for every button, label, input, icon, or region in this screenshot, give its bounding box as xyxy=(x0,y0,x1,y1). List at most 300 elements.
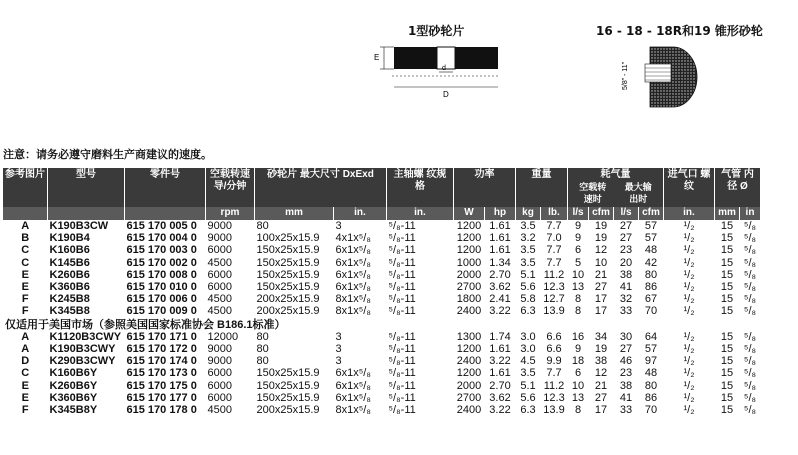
unit-thread-in: in. xyxy=(387,207,454,220)
cell-lb: 7.7 xyxy=(546,367,562,380)
cell-in: 3 xyxy=(335,355,342,368)
cell-hin: ⁵/₈ xyxy=(743,305,757,318)
label-d-small: d xyxy=(442,65,446,72)
cell-mm: 80 xyxy=(256,355,269,368)
cell-hin: ⁵/₈ xyxy=(743,256,757,269)
cell-ls1: 13 xyxy=(571,391,585,404)
cell-W: 2400 xyxy=(456,404,482,417)
header-ref: 参考图片 xyxy=(3,168,48,207)
cell-hp: 2.70 xyxy=(489,379,511,392)
cell-rpm: 6000 xyxy=(207,379,232,392)
cell-thread: ⁵/₈-11 xyxy=(388,305,416,318)
cell-cfm2: 70 xyxy=(644,305,658,318)
cell-part: 615 170 004 0 xyxy=(126,232,197,245)
cell-hin: ⁵/₈ xyxy=(743,268,757,281)
table-row xyxy=(3,404,761,416)
cell-hp: 1.34 xyxy=(489,256,511,269)
cell-ls2: 33 xyxy=(619,404,633,417)
cell-rpm: 4500 xyxy=(207,293,232,306)
cell-hp: 3.22 xyxy=(489,355,511,368)
table-row xyxy=(3,244,761,256)
cell-in: 8x1x⁵/₈ xyxy=(335,293,371,306)
table-row xyxy=(3,355,761,367)
cell-hmm: 15 xyxy=(720,367,734,380)
cell-model: K245B8 xyxy=(49,293,90,306)
cell-cfm1: 21 xyxy=(594,268,608,281)
cell-rpm: 6000 xyxy=(207,244,232,257)
cell-ls2: 20 xyxy=(619,256,633,269)
cell-in: 6x1x⁵/₈ xyxy=(335,244,371,257)
conic-wheel-title: 16 - 18 - 18R和19 锥形砂轮 xyxy=(596,24,763,38)
cell-ls2: 46 xyxy=(619,355,633,368)
cell-thread: ⁵/₈-11 xyxy=(388,379,416,392)
cell-hmm: 15 xyxy=(720,404,734,417)
cell-cfm1: 19 xyxy=(594,220,608,232)
cell-model: K145B6 xyxy=(49,256,90,269)
cell-thread: ⁵/₈-11 xyxy=(388,367,416,380)
unit-inlet-in: in. xyxy=(664,207,715,220)
cell-kg: 3.0 xyxy=(520,343,536,356)
cell-in: 6x1x⁵/₈ xyxy=(335,281,371,294)
cell-W: 1200 xyxy=(456,232,482,245)
cell-ref: D xyxy=(21,355,30,368)
cell-rpm: 9000 xyxy=(207,220,232,232)
cell-model: K260B6Y xyxy=(49,379,98,392)
cell-hp: 3.62 xyxy=(489,391,511,404)
cell-rpm: 4500 xyxy=(207,256,232,269)
cell-inlet: ¹/₂ xyxy=(683,330,695,343)
cell-hmm: 15 xyxy=(720,355,734,368)
cell-lb: 7.7 xyxy=(546,220,562,232)
cell-cfm1: 27 xyxy=(594,281,608,294)
cell-in: 6x1x⁵/₈ xyxy=(335,379,371,392)
cell-lb: 13.9 xyxy=(543,305,565,318)
header-air xyxy=(568,168,664,207)
header-air-title: 耗气量 xyxy=(600,169,631,180)
cell-kg: 3.5 xyxy=(520,367,536,380)
cell-mm: 150x25x15.9 xyxy=(256,256,320,269)
cell-thread: ⁵/₈-11 xyxy=(388,355,416,368)
cell-mm: 150x25x15.9 xyxy=(256,281,320,294)
table-row xyxy=(3,380,761,392)
table-row xyxy=(3,343,761,355)
cell-thread: ⁵/₈-11 xyxy=(388,268,416,281)
cell-ls2: 23 xyxy=(619,244,633,257)
cell-kg: 3.5 xyxy=(520,256,536,269)
cell-cfm2: 64 xyxy=(644,330,658,343)
unit-hose-mm: mm xyxy=(715,207,740,220)
cell-ls2: 32 xyxy=(619,293,633,306)
cell-cfm1: 10 xyxy=(594,256,608,269)
cell-lb: 11.2 xyxy=(543,268,565,281)
cell-ref: F xyxy=(21,293,29,306)
cell-inlet: ¹/₂ xyxy=(683,404,695,417)
cell-hp: 1.61 xyxy=(489,343,511,356)
cell-hmm: 15 xyxy=(720,256,734,269)
table-row xyxy=(3,293,761,305)
cell-thread: ⁵/₈-11 xyxy=(388,232,416,245)
cell-hin: ⁵/₈ xyxy=(743,293,757,306)
label-e: E xyxy=(374,53,380,62)
cell-lb: 7.0 xyxy=(546,232,562,245)
cell-part: 615 170 009 0 xyxy=(126,305,197,318)
header-air-idle: 空载转 速时 xyxy=(579,182,607,205)
cell-lb: 11.2 xyxy=(543,379,565,392)
cell-mm: 150x25x15.9 xyxy=(256,268,320,281)
cell-hmm: 15 xyxy=(720,281,734,294)
cell-cfm1: 21 xyxy=(594,379,608,392)
cell-mm: 150x25x15.9 xyxy=(256,244,320,257)
cell-ls1: 10 xyxy=(571,268,585,281)
cell-ref: C xyxy=(21,244,30,257)
cell-lb: 6.6 xyxy=(546,343,562,356)
cell-cfm2: 57 xyxy=(644,232,658,245)
cell-W: 2700 xyxy=(456,391,482,404)
cell-kg: 5.6 xyxy=(520,391,536,404)
cell-hp: 3.22 xyxy=(489,305,511,318)
cell-hmm: 15 xyxy=(720,330,734,343)
cell-ls2: 38 xyxy=(619,379,633,392)
cell-cfm1: 19 xyxy=(594,343,608,356)
conic-thread-label: 5/8" - 11" xyxy=(622,61,629,90)
cell-hin: ⁵/₈ xyxy=(743,244,757,257)
cell-mm: 150x25x15.9 xyxy=(256,379,320,392)
cell-hmm: 15 xyxy=(720,305,734,318)
cell-cfm1: 38 xyxy=(594,355,608,368)
unit-w: W xyxy=(454,207,485,220)
cell-model: K260B6 xyxy=(49,268,90,281)
cell-ls1: 13 xyxy=(571,281,585,294)
cell-cfm2: 57 xyxy=(644,220,658,232)
cell-ref: F xyxy=(21,305,29,318)
unit-kg: kg xyxy=(516,207,541,220)
cell-cfm1: 12 xyxy=(594,244,608,257)
cell-ls2: 41 xyxy=(619,391,633,404)
cell-hp: 2.70 xyxy=(489,268,511,281)
cell-hin: ⁵/₈ xyxy=(743,330,757,343)
cell-inlet: ¹/₂ xyxy=(683,293,695,306)
cell-part: 615 170 172 0 xyxy=(126,343,197,356)
header-thread: 主轴螺 纹规格 xyxy=(387,168,454,207)
cell-hp: 1.61 xyxy=(489,232,511,245)
cell-lb: 7.7 xyxy=(546,244,562,257)
cell-kg: 3.0 xyxy=(520,330,536,343)
cell-model: K190B3CW xyxy=(49,220,109,232)
cell-W: 2400 xyxy=(456,305,482,318)
cell-hp: 1.61 xyxy=(489,244,511,257)
cell-part: 615 170 006 0 xyxy=(126,293,197,306)
cell-cfm2: 86 xyxy=(644,281,658,294)
table-row xyxy=(3,269,761,281)
table-row xyxy=(3,392,761,404)
cell-hmm: 15 xyxy=(720,379,734,392)
header-weight: 重量 xyxy=(516,168,568,207)
unit-mm: mm xyxy=(255,207,334,220)
table-row xyxy=(3,220,761,232)
cell-ref: E xyxy=(21,391,29,404)
cell-W: 1200 xyxy=(456,244,482,257)
cell-mm: 150x25x15.9 xyxy=(256,391,320,404)
cell-W: 2000 xyxy=(456,379,482,392)
cell-model: K160B6 xyxy=(49,244,90,257)
cell-kg: 5.8 xyxy=(520,293,536,306)
cell-model: K190B4 xyxy=(49,232,90,245)
header-model: 型号 xyxy=(48,168,125,207)
cell-thread: ⁵/₈-11 xyxy=(388,293,416,306)
cell-in: 6x1x⁵/₈ xyxy=(335,391,371,404)
cell-mm: 80 xyxy=(256,330,269,343)
table-row xyxy=(3,232,761,244)
cell-rpm: 4500 xyxy=(207,404,232,417)
cell-ref: E xyxy=(21,379,29,392)
cell-W: 1200 xyxy=(456,367,482,380)
cell-hp: 1.61 xyxy=(489,367,511,380)
cell-hin: ⁵/₈ xyxy=(743,343,757,356)
cell-cfm2: 86 xyxy=(644,391,658,404)
cell-hin: ⁵/₈ xyxy=(743,232,757,245)
cell-in: 4x1x⁵/₈ xyxy=(335,232,371,245)
cell-mm: 200x25x15.9 xyxy=(256,404,320,417)
cell-kg: 3.5 xyxy=(520,244,536,257)
cell-W: 1000 xyxy=(456,256,482,269)
cell-ref: A xyxy=(21,220,30,232)
cell-part: 615 170 002 0 xyxy=(126,256,197,269)
header-hose: 气管 内径 Ø xyxy=(715,168,761,207)
cell-lb: 6.6 xyxy=(546,330,562,343)
cell-hp: 3.62 xyxy=(489,281,511,294)
unit-cfm-max: cfm xyxy=(639,207,664,220)
cell-inlet: ¹/₂ xyxy=(683,256,695,269)
cell-cfm2: 80 xyxy=(644,268,658,281)
cell-kg: 5.6 xyxy=(520,281,536,294)
cell-ls1: 8 xyxy=(574,404,582,417)
cell-lb: 13.9 xyxy=(543,404,565,417)
cell-kg: 3.2 xyxy=(520,232,536,245)
header-speed: 空载转速 导/分钟 xyxy=(206,168,255,207)
cell-cfm2: 70 xyxy=(644,404,658,417)
cell-ls1: 10 xyxy=(571,379,585,392)
unit-hp: hp xyxy=(485,207,516,220)
cell-inlet: ¹/₂ xyxy=(683,244,695,257)
cell-hmm: 15 xyxy=(720,293,734,306)
cell-hmm: 15 xyxy=(720,268,734,281)
cell-mm: 200x25x15.9 xyxy=(256,305,320,318)
cell-in: 3 xyxy=(335,220,342,232)
table-row xyxy=(3,331,761,343)
cell-inlet: ¹/₂ xyxy=(683,367,695,380)
cell-ref: F xyxy=(21,404,29,417)
us-section-title: 仅适用于美国市场（参照美国国家标准协会 B186.1标准） xyxy=(5,318,286,331)
cell-thread: ⁵/₈-11 xyxy=(388,343,416,356)
cell-ref: C xyxy=(21,256,30,269)
cell-model: K345B8 xyxy=(49,305,90,318)
cell-hmm: 15 xyxy=(720,232,734,245)
cell-cfm1: 17 xyxy=(594,305,608,318)
type1-title: 1型砂轮片 xyxy=(408,24,465,38)
cell-cfm2: 80 xyxy=(644,379,658,392)
cell-part: 615 170 174 0 xyxy=(126,355,197,368)
cell-cfm1: 12 xyxy=(594,367,608,380)
cell-cfm2: 97 xyxy=(644,355,658,368)
cell-hin: ⁵/₈ xyxy=(743,355,757,368)
cell-cfm2: 48 xyxy=(644,244,658,257)
cell-ls1: 9 xyxy=(574,343,582,356)
header-inlet: 进气口 螺纹 xyxy=(664,168,715,207)
cell-in: 6x1x⁵/₈ xyxy=(335,367,371,380)
cell-rpm: 6000 xyxy=(207,367,232,380)
cell-ls2: 33 xyxy=(619,305,633,318)
cell-part: 615 170 173 0 xyxy=(126,367,197,380)
cell-ref: E xyxy=(21,281,29,294)
cell-hp: 1.61 xyxy=(489,220,511,232)
conic-wheel-diagram xyxy=(615,42,715,112)
cell-part: 615 170 003 0 xyxy=(126,244,197,257)
cell-kg: 3.5 xyxy=(520,220,536,232)
cell-thread: ⁵/₈-11 xyxy=(388,330,416,343)
cell-in: 6x1x⁵/₈ xyxy=(335,268,371,281)
cell-ls2: 38 xyxy=(619,268,633,281)
cell-hin: ⁵/₈ xyxy=(743,220,757,232)
unit-rpm: rpm xyxy=(206,207,255,220)
cell-rpm: 6000 xyxy=(207,268,232,281)
cell-ref: A xyxy=(21,343,30,356)
cell-ls2: 27 xyxy=(619,343,633,356)
cell-ls1: 9 xyxy=(574,232,582,245)
unit-hose-in: in xyxy=(740,207,761,220)
cell-inlet: ¹/₂ xyxy=(683,391,695,404)
cell-ls1: 18 xyxy=(571,355,585,368)
cell-in: 8x1x⁵/₈ xyxy=(335,404,371,417)
cell-inlet: ¹/₂ xyxy=(683,281,695,294)
cell-inlet: ¹/₂ xyxy=(683,305,695,318)
speed-notice: 注意：请务必遵守磨料生产商建议的速度。 xyxy=(3,148,212,161)
cell-ls1: 16 xyxy=(571,330,585,343)
cell-ref: C xyxy=(21,367,30,380)
cell-part: 615 170 008 0 xyxy=(126,268,197,281)
cell-ls2: 27 xyxy=(619,220,633,232)
cell-hp: 2.41 xyxy=(489,293,511,306)
cell-W: 2700 xyxy=(456,281,482,294)
cell-cfm2: 42 xyxy=(644,256,658,269)
cell-W: 1200 xyxy=(456,343,482,356)
cell-cfm1: 17 xyxy=(594,404,608,417)
cell-W: 2400 xyxy=(456,355,482,368)
cell-hmm: 15 xyxy=(720,343,734,356)
cell-cfm1: 17 xyxy=(594,293,608,306)
cell-mm: 80 xyxy=(256,220,269,232)
cell-kg: 4.5 xyxy=(520,355,536,368)
cell-rpm: 9000 xyxy=(207,232,232,245)
cell-part: 615 170 177 0 xyxy=(126,391,197,404)
cell-hin: ⁵/₈ xyxy=(743,367,757,380)
cell-mm: 80 xyxy=(256,343,269,356)
cell-thread: ⁵/₈-11 xyxy=(388,220,416,232)
cell-cfm1: 19 xyxy=(594,232,608,245)
cell-rpm: 12000 xyxy=(207,330,239,343)
cell-model: K345B8Y xyxy=(49,404,98,417)
cell-cfm2: 67 xyxy=(644,293,658,306)
unit-lb: lb. xyxy=(541,207,568,220)
cell-in: 3 xyxy=(335,343,342,356)
cell-inlet: ¹/₂ xyxy=(683,220,695,232)
cell-rpm: 9000 xyxy=(207,343,232,356)
cell-hmm: 15 xyxy=(720,391,734,404)
cell-mm: 100x25x15.9 xyxy=(256,232,320,245)
cell-in: 6x1x⁵/₈ xyxy=(335,256,371,269)
cell-ls2: 23 xyxy=(619,367,633,380)
cell-ls2: 27 xyxy=(619,232,633,245)
cell-part: 615 170 010 0 xyxy=(126,281,197,294)
cell-in: 8x1x⁵/₈ xyxy=(335,305,371,318)
cell-thread: ⁵/₈-11 xyxy=(388,281,416,294)
cell-hp: 3.22 xyxy=(489,404,511,417)
cell-thread: ⁵/₈-11 xyxy=(388,256,416,269)
cell-rpm: 6000 xyxy=(207,281,232,294)
cell-cfm2: 48 xyxy=(644,367,658,380)
unit-ls-idle: l/s xyxy=(568,207,589,220)
cell-ls1: 8 xyxy=(574,293,582,306)
cell-part: 615 170 171 0 xyxy=(126,330,197,343)
cell-hin: ⁵/₈ xyxy=(743,379,757,392)
cell-inlet: ¹/₂ xyxy=(683,232,695,245)
cell-rpm: 4500 xyxy=(207,305,232,318)
cell-hmm: 15 xyxy=(720,220,734,232)
cell-inlet: ¹/₂ xyxy=(683,355,695,368)
cell-part: 615 170 175 0 xyxy=(126,379,197,392)
cell-mm: 200x25x15.9 xyxy=(256,293,320,306)
cell-lb: 12.7 xyxy=(543,293,565,306)
cell-W: 1800 xyxy=(456,293,482,306)
cell-hin: ⁵/₈ xyxy=(743,404,757,417)
header-part: 零件号 xyxy=(125,168,206,207)
cell-hmm: 15 xyxy=(720,244,734,257)
cell-cfm1: 34 xyxy=(594,330,608,343)
cell-W: 2000 xyxy=(456,268,482,281)
cell-model: K360B6 xyxy=(49,281,90,294)
cell-kg: 5.1 xyxy=(520,268,536,281)
cell-kg: 5.1 xyxy=(520,379,536,392)
cell-inlet: ¹/₂ xyxy=(683,268,695,281)
cell-kg: 6.3 xyxy=(520,404,536,417)
cell-ls1: 6 xyxy=(574,367,582,380)
table-row xyxy=(3,257,761,269)
cell-part: 615 170 005 0 xyxy=(126,220,197,232)
table-row xyxy=(3,367,761,379)
cell-rpm: 9000 xyxy=(207,355,232,368)
cell-rpm: 6000 xyxy=(207,391,232,404)
unit-in: in. xyxy=(334,207,387,220)
cell-W: 1300 xyxy=(456,330,482,343)
cell-inlet: ¹/₂ xyxy=(683,379,695,392)
cell-ls2: 41 xyxy=(619,281,633,294)
cell-lb: 12.3 xyxy=(543,391,565,404)
cell-in: 3 xyxy=(335,330,342,343)
cell-W: 1200 xyxy=(456,220,482,232)
cell-hin: ⁵/₈ xyxy=(743,391,757,404)
cell-ref: E xyxy=(21,268,29,281)
label-d-big: D xyxy=(443,90,449,99)
type1-disc-diagram xyxy=(370,40,510,102)
cell-ref: A xyxy=(21,330,30,343)
cell-ls1: 5 xyxy=(574,256,582,269)
cell-lb: 12.3 xyxy=(543,281,565,294)
cell-part: 615 170 178 0 xyxy=(126,404,197,417)
table-row xyxy=(3,281,761,293)
cell-lb: 9.9 xyxy=(546,355,562,368)
cell-ref: B xyxy=(21,232,30,245)
header-disc: 砂轮片 最大尺寸 DxExd xyxy=(255,168,387,207)
specs-table xyxy=(3,168,761,416)
